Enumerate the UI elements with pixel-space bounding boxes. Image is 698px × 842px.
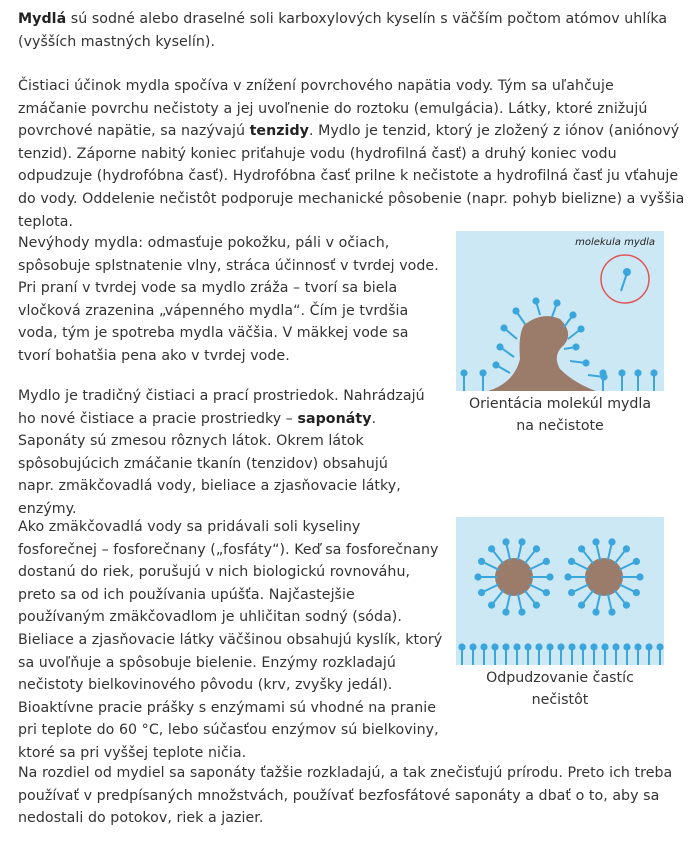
molecule-head [645,643,652,650]
molecule-head [633,558,640,565]
paragraph-cleaning-effect [18,75,686,233]
molecule-head [557,643,564,650]
molecule-head [569,311,576,318]
molecule-head [608,538,615,545]
molecule-head [564,573,571,580]
paragraph-cleaning-text-2: . Mydlo je tenzid, ktorý je zložený z iónov (aniónový tenzid). Záporne nabitý koniec priťahuje vodu (hydrofilná časť) a druhý koniec vodu odpudzuje (hydrofóbna časť). Hydrofóbna časť prilne k nečistote a hydrofilná časť ju vťahuje do vody. Oddelenie nečistôt podporuje mechanické pôsobenie (napr. pohyb bielizne) a vyššia teplota. [18,123,685,230]
molecule-head [478,558,485,565]
paragraph-environment [18,762,686,830]
molecule-head [546,643,553,650]
molecule-head [513,643,520,650]
molecule-head [469,643,476,650]
molecule-head [543,589,550,596]
molecule-head [488,545,495,552]
molecule-head [518,609,525,616]
figure1-caption-line1: Orientácia molekúl mydla [468,396,652,412]
molecule-head [578,602,585,609]
molecule-head [458,643,465,650]
inset-molecule-head [623,268,631,276]
molecule-head [488,602,495,609]
molecule-head [650,369,657,376]
molecule-head [546,573,553,580]
molecule-head [553,299,560,306]
molecule-head [533,602,540,609]
figure1-caption [456,391,664,437]
molecule-head [608,609,615,616]
molecule-head [568,558,575,565]
molecule-head [502,538,509,545]
molecule-head [532,297,539,304]
paragraph-intro [18,8,680,53]
paragraph-environment-text: Na rozdiel od mydiel sa saponáty ťažšie rozkladajú, a tak znečisťujú prírodu. Preto ich treba používať v predpísaných množstvách, používať bezfosfátové saponáty a dbať o to, aby sa nedostali do potokov, riek a jazier. [18,765,673,827]
figure-soap-orientation [456,231,664,437]
molecule-head [502,643,509,650]
molecule-head [634,643,641,650]
molecule-head [543,558,550,565]
molecule-head [524,643,531,650]
molecule-head [502,609,509,616]
molecule-head [590,643,597,650]
dirt-ball [585,558,623,596]
figure2-caption-line2: nečistôt [531,692,589,708]
molecule-head [623,643,630,650]
molecule-head [600,373,607,380]
molecule-head [656,643,663,650]
molecule-head [478,589,485,596]
inset-label: molekula mydla [575,237,655,248]
molecule-head [496,343,503,350]
molecule-head [577,325,584,332]
figure2-caption-line1: Odpudzovanie častíc [486,670,634,686]
molecule-head [479,369,486,376]
molecule-head [592,609,599,616]
molecule-head [623,602,630,609]
molecule-head [460,369,467,376]
molecule-head [500,324,507,331]
paragraph-disadvantages [18,232,440,368]
molecule-head [568,643,575,650]
molecule-head [480,643,487,650]
term-saponaty: saponáty [297,410,372,427]
figure-particle-repulsion [456,517,664,711]
molecule-head [512,307,519,314]
molecule-head [601,643,608,650]
paragraph-intro-text: sú sodné alebo draselné soli karboxylových kyselín s väčším počtom atómov uhlíka (vyšších mastných kyselín). [18,11,668,50]
molecule-head [579,643,586,650]
molecule-head [474,573,481,580]
molecule-head [592,538,599,545]
molecule-head [634,369,641,376]
term-tenzidy: tenzidy [249,123,309,140]
molecule-head [491,643,498,650]
molecule-head [612,643,619,650]
molecule-head [636,573,643,580]
soap-orientation-illustration [456,231,664,391]
molecule-head [633,589,640,596]
molecule-head [578,545,585,552]
paragraph-detergents [18,385,428,521]
molecule-head [568,589,575,596]
term-mydla: Mydlá [18,11,67,27]
molecule-head [518,538,525,545]
molecule-head [572,343,579,350]
figure1-caption-line2: na nečistote [516,418,604,434]
paragraph-disadvantages-text: Nevýhody mydla: odmasťuje pokožku, páli v očiach, spôsobuje splstnatenie vlny, stráca účinnosť v tvrdej vode. Pri praní v tvrdej vode sa mydlo zráža – tvorí sa biela vločková zrazenina „vápenného mydla“. Čím je tvrdšia voda, tým je spotreba mydla väčšia. V mäkkej vode sa tvorí bohatšia pena ako v tvrdej vode. [18,235,439,364]
figure2-caption [456,665,664,711]
molecule-head [618,369,625,376]
paragraph-detergents-text-2: . Saponáty sú zmesou rôznych látok. Okrem látok spôsobujúcich zmáčanie tkanín (tenzidov) obsahujú napr. zmäkčovadlá vody, bieliace a zjasňovacie látky, enzýmy. [18,410,401,517]
paragraph-phosphates [18,516,443,765]
dirt-ball [495,558,533,596]
paragraph-phosphates-text: Ako zmäkčovadlá vody sa pridávali soli kyseliny fosforečnej – fosforečnany („fosfáty“). Keď sa fosforečnany dostanú do riek, porušujú v nich biologickú rovnováhu, preto sa od ich používania upúšťa. Najčastejšie používaným zmäkčovadlom je uhličitan sodný (sóda). Bieliace a zjasňovacie látky väčšinou obsahujú kyslík, ktorý sa uvoľňuje a spôsobuje bielenie. Enzýmy rozkladajú nečistoty bielkovinového pôvodu (krv, zvyšky jedál). Bioaktívne pracie prášky s enzýmami sú vhodné na pranie pri teplote do 60 °C, lebo súčasťou enzýmov sú bielkoviny, ktoré sa pri vyššej teplote ničia. [18,519,443,761]
particle-repulsion-illustration [456,517,664,665]
paragraph-cleaning-text-1: Čistiaci účinok mydla spočíva v znížení povrchového napätia vody. Tým sa uľahčuje zmáčanie povrchu nečistoty a jej uvoľnenie do roztoku (emulgácia). Látky, ktoré znižujú povrchové napätie, sa nazývajú [18,78,648,140]
molecule-head [533,545,540,552]
paragraph-detergents-text-1: Mydlo je tradičný čistiaci a prací prostriedok. Nahrádzajú ho nové čistiace a pracie prostriedky – [18,388,425,427]
molecule-head [492,361,499,368]
molecule-head [582,359,589,366]
molecule-head [623,545,630,552]
molecule-head [535,643,542,650]
